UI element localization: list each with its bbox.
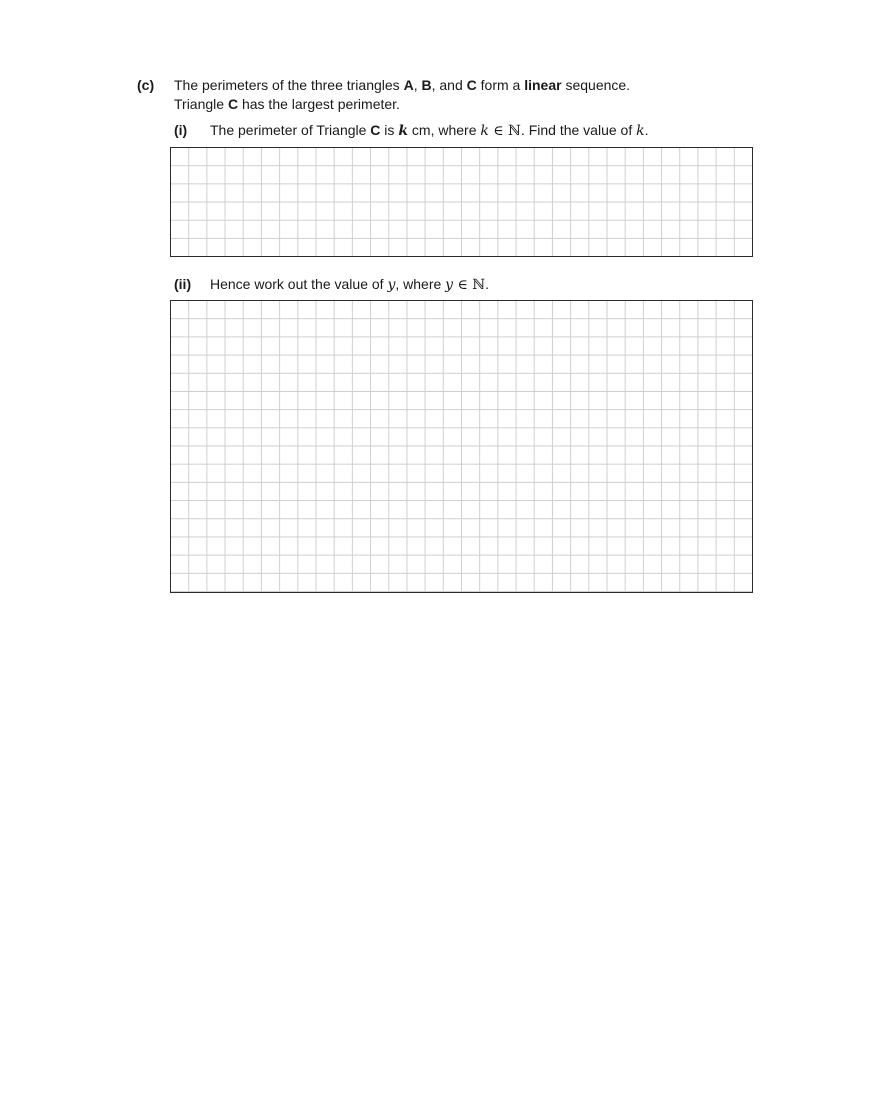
triangle-a-label: A — [403, 77, 414, 93]
sub-i-text-4: . Find the value of — [520, 122, 637, 138]
sub-i-triangle-c: C — [370, 122, 381, 138]
part-c-line-1-text-3: , and — [431, 77, 467, 93]
part-c-line-1 — [174, 76, 630, 94]
k-bold-variable: k — [398, 123, 409, 139]
part-c-line-1-text-5: sequence. — [561, 77, 631, 93]
part-c-line-2-text-2: has the largest perimeter. — [238, 96, 400, 112]
sub-ii-text-3: . — [485, 276, 490, 292]
triangle-c-label: C — [466, 77, 477, 93]
linear-word: linear — [524, 77, 562, 93]
part-c-line-1-text-2: , — [413, 77, 422, 93]
sub-i-text-2: is — [380, 122, 399, 138]
sub-i-text-3: cm, where — [408, 122, 481, 138]
part-c-label: (c) — [137, 77, 155, 93]
triangle-c-label-2: C — [227, 96, 239, 112]
answer-box-ii[interactable] — [170, 300, 753, 593]
sub-ii-text-2: , where — [395, 276, 446, 292]
sub-part-i-label: (i) — [174, 122, 188, 138]
k-variable: k — [480, 123, 489, 139]
sub-part-i-question — [210, 121, 648, 140]
part-c-line-2-text-1: Triangle — [174, 96, 228, 112]
sub-ii-text-1: Hence work out the value of — [210, 276, 388, 292]
element-of-naturals: ∈ ℕ — [488, 123, 521, 139]
sub-part-ii-label: (ii) — [174, 276, 192, 292]
y-variable: y — [387, 277, 396, 293]
part-c-line-1-text-4: form a — [476, 77, 525, 93]
k-variable-2: k — [636, 123, 645, 139]
element-of-naturals-2: ∈ ℕ — [453, 277, 486, 293]
triangle-b-label: B — [421, 77, 432, 93]
sub-i-text-5: . — [644, 122, 649, 138]
part-c-line-1-text-1: The perimeters of the three triangles — [174, 77, 404, 93]
sub-part-ii-question — [210, 275, 489, 294]
sub-i-text-1: The perimeter of Triangle — [210, 122, 371, 138]
answer-box-i[interactable] — [170, 147, 753, 257]
y-variable-2: y — [445, 277, 454, 293]
part-c-line-2 — [174, 95, 400, 113]
